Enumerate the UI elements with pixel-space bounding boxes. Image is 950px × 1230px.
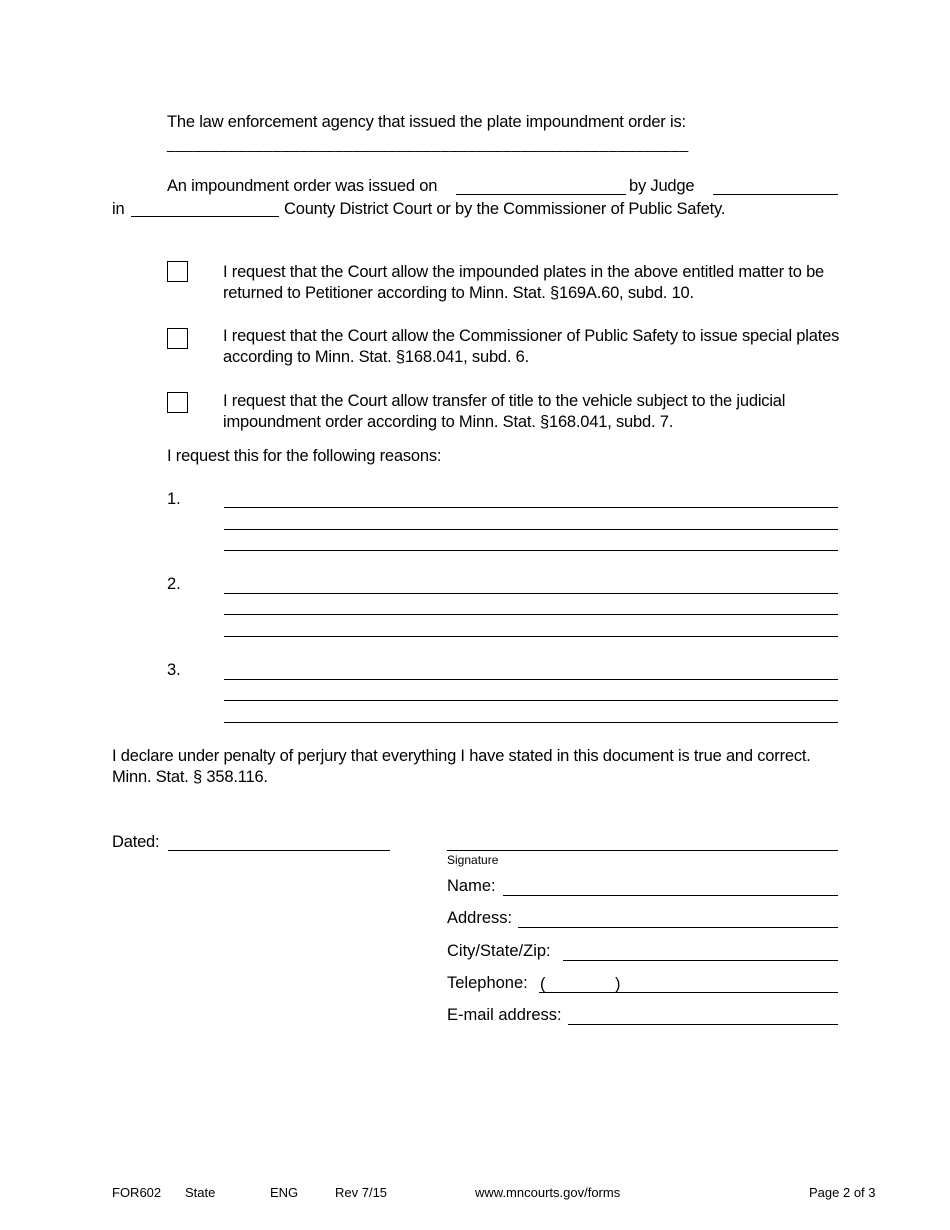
reason-3-line-3[interactable] — [224, 722, 838, 723]
request-checkbox-special-plates[interactable] — [167, 328, 188, 349]
impoundment-date-field[interactable] — [456, 194, 626, 195]
request-text-special-plates: I request that the Court allow the Commissioner of Public Safety to issue special plates according to Minn. Stat. §168.041, subd. 6. — [223, 327, 840, 366]
reason-2-line-1[interactable] — [224, 593, 838, 594]
agency-field[interactable]: ___________________________________________________________ — [167, 136, 689, 153]
dated-label: Dated: — [112, 833, 160, 851]
address-label: Address: — [447, 909, 513, 927]
reason-number-1: 1. — [167, 490, 181, 508]
footer-state: State — [185, 1185, 216, 1200]
reasons-intro: I request this for the following reasons: — [167, 447, 442, 465]
reason-number-3: 3. — [167, 661, 181, 679]
request-checkbox-transfer-title[interactable] — [167, 392, 188, 413]
footer-language: ENG — [270, 1185, 299, 1200]
city-state-zip-label: City/State/Zip: — [447, 942, 551, 960]
name-label: Name: — [447, 877, 496, 895]
name-field[interactable] — [503, 895, 838, 896]
impoundment-text-4: County District Court or by the Commissioner of Public Safety. — [284, 200, 726, 218]
signature-field[interactable] — [447, 850, 838, 851]
impoundment-text-3: in — [112, 200, 125, 218]
reason-2-line-2[interactable] — [224, 614, 838, 615]
request-checkbox-return-plates[interactable] — [167, 261, 188, 282]
impoundment-text-1: An impoundment order was issued on — [167, 177, 438, 195]
impoundment-text-2: by Judge — [629, 177, 695, 195]
city-state-zip-field[interactable] — [563, 960, 838, 961]
reason-number-2: 2. — [167, 575, 181, 593]
request-text-transfer-title: I request that the Court allow transfer of title to the vehicle subject to the judicial impoundment order according to Minn. Stat. §168.041, subd. 7. — [223, 392, 786, 431]
dated-field[interactable] — [168, 850, 390, 851]
telephone-field[interactable] — [539, 992, 838, 993]
reason-1-line-3[interactable] — [224, 550, 838, 551]
request-text-return-plates: I request that the Court allow the impounded plates in the above entitled matter to be returned to Petitioner according to Minn. Stat. §169A.60, subd. 10. — [223, 263, 825, 302]
reason-3-line-2[interactable] — [224, 700, 838, 701]
footer-form-id: FOR602 — [112, 1185, 162, 1200]
reason-1-line-2[interactable] — [224, 529, 838, 530]
telephone-area-close: ) — [615, 975, 621, 993]
telephone-area-open: ( — [540, 975, 546, 993]
footer-page-number: Page 2 of 3 — [809, 1185, 876, 1200]
agency-label: The law enforcement agency that issued the plate impoundment order is: — [167, 113, 686, 131]
email-label: E-mail address: — [447, 1006, 562, 1024]
reason-3-line-1[interactable] — [224, 679, 838, 680]
footer-revision: Rev 7/15 — [335, 1185, 388, 1200]
telephone-label: Telephone: — [447, 974, 528, 992]
judge-name-field[interactable] — [713, 194, 838, 195]
reason-1-line-1[interactable] — [224, 507, 838, 508]
reason-2-line-3[interactable] — [224, 636, 838, 637]
perjury-declaration: I declare under penalty of perjury that everything I have stated in this document is true and correct. Minn. Stat. § 358.116. — [112, 747, 811, 786]
email-field[interactable] — [568, 1024, 838, 1025]
footer-url[interactable]: www.mncourts.gov/forms — [475, 1185, 621, 1200]
signature-label: Signature — [447, 853, 499, 867]
address-field[interactable] — [518, 927, 838, 928]
county-field[interactable] — [131, 216, 279, 217]
